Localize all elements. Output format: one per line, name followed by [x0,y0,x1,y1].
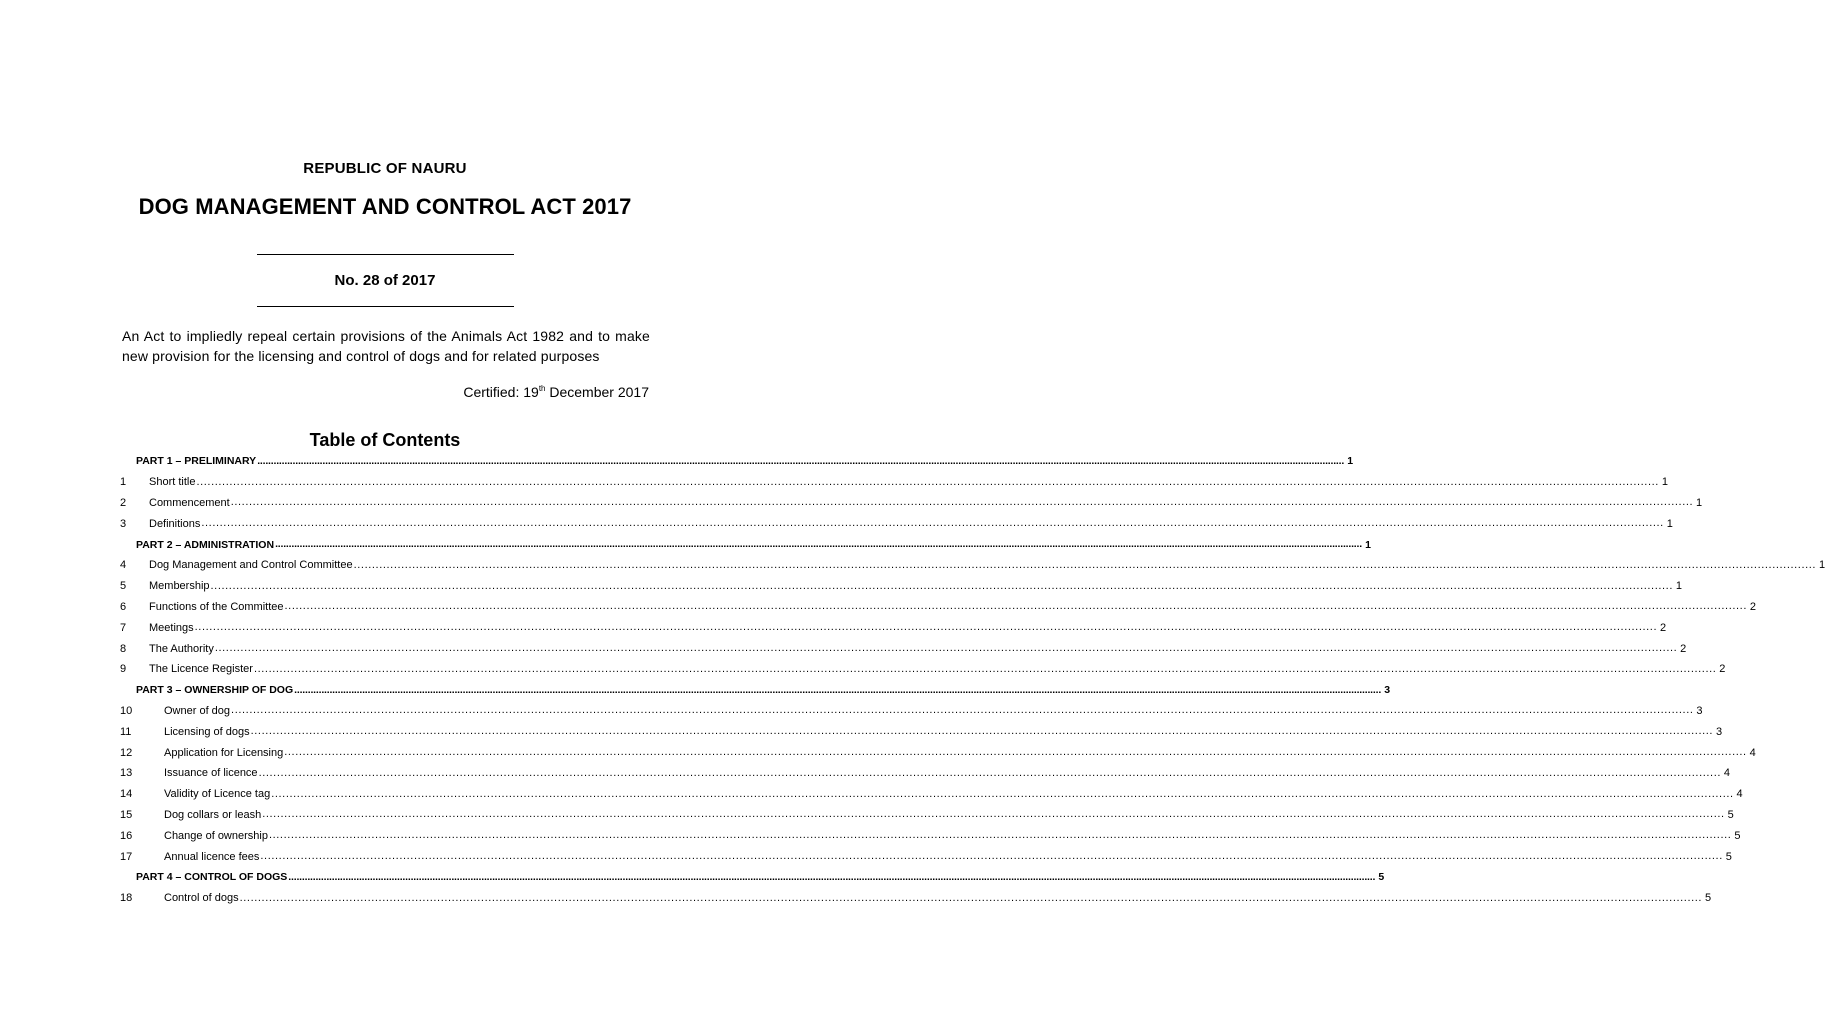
jurisdiction-heading: REPUBLIC OF NAURU [303,160,467,177]
toc-page-number: 1 [1661,476,1668,489]
toc-page-number: 1 [1675,580,1682,593]
toc-title: Table of Contents [309,430,461,450]
divider-bottom [257,306,514,307]
toc-page-number: 1 [1696,496,1703,509]
toc-entry-label: Dog Management and Control Committee [149,559,353,572]
toc-section-entry[interactable] [120,721,1723,742]
toc-entry-label: Commencement [149,496,230,509]
toc-page-number: 2 [1659,621,1667,634]
toc-entry-label: Definitions [149,517,201,530]
certified-suffix: December 2017 [545,384,649,400]
act-title: DOG MANAGEMENT AND CONTROL ACT 2017 [138,194,632,219]
toc-section-entry[interactable] [120,846,1732,867]
toc-dot-leader: ................................................................................................................................................................................................................................................................................................................................................................................................................ [231,704,1694,717]
toc-page-number: 2 [1749,600,1756,613]
toc-dot-leader: ................................................................................................................................................................................................................................................................................................................................................................................................................ [260,850,1723,863]
toc-entry-number: 16 [120,829,133,842]
toc-entry-number: 8 [120,642,127,655]
toc-section-entry[interactable] [120,888,1712,909]
toc-page-number: 2 [1719,663,1726,676]
toc-dot-leader: ................................................................................................................................................................................................................................................................................................................................................................................................................ [239,891,1703,904]
toc-page-number: 5 [1727,808,1734,821]
toc-section-entry[interactable] [120,513,1673,534]
toc-section-entry[interactable] [120,576,1682,597]
toc-entry-label: Meetings [149,621,194,634]
toc-page-number: 1 [1666,517,1673,530]
toc-dot-leader: ................................................................................................................................................................................................................................................................................................................................................................................................................ [288,871,1376,884]
toc-entry-number: 2 [120,496,127,509]
toc-section-entry[interactable] [120,597,1756,618]
toc-dot-leader: ................................................................................................................................................................................................................................................................................................................................................................................................................ [201,517,1664,530]
toc-dot-leader: ................................................................................................................................................................................................................................................................................................................................................................................................................ [257,455,1345,468]
toc-part-entry[interactable] [120,680,1391,701]
toc-dot-leader: ................................................................................................................................................................................................................................................................................................................................................................................................................ [353,558,1817,571]
toc-page-number: 1 [1365,538,1371,551]
toc-page-number: 2 [1680,642,1687,655]
toc-page-number: 3 [1715,725,1723,738]
certified-ordinal: th [538,384,546,393]
toc-entry-number: 11 [120,725,132,738]
toc-dot-leader: ................................................................................................................................................................................................................................................................................................................................................................................................................ [294,683,1382,696]
table-of-contents [120,451,1825,909]
long-title: An Act to impliedly repeal certain provisions of the Animals Act 1982 and to make new provision for the licensing and control of dogs and for related purposes [122,328,650,364]
toc-entry-number: 18 [120,892,133,905]
toc-dot-leader: ................................................................................................................................................................................................................................................................................................................................................................................................................ [194,621,1658,634]
toc-page-number: 5 [1378,871,1385,884]
toc-section-entry[interactable] [120,701,1703,722]
toc-page-number: 1 [1818,559,1825,572]
toc-dot-leader: ................................................................................................................................................................................................................................................................................................................................................................................................................ [284,600,1747,613]
toc-entry-number: 13 [120,767,133,780]
toc-section-entry[interactable] [120,784,1743,805]
toc-page-number: 4 [1749,746,1756,759]
toc-entry-label: Membership [149,580,210,593]
toc-page-number: 5 [1704,892,1712,905]
toc-entry-label: Control of dogs [164,892,239,905]
toc-section-entry[interactable] [120,763,1731,784]
toc-entry-number: 4 [120,559,127,572]
divider-top [257,254,514,255]
toc-section-entry[interactable] [120,472,1668,493]
toc-page-number: 3 [1384,684,1391,697]
toc-entry-number: 12 [120,746,133,759]
toc-section-entry[interactable] [120,825,1741,846]
toc-part-entry[interactable] [120,451,1354,472]
toc-dot-leader: ................................................................................................................................................................................................................................................................................................................................................................................................................ [284,746,1747,759]
toc-entry-label: PART 4 – CONTROL OF DOGS [136,871,288,884]
toc-entry-number: 3 [120,517,127,530]
toc-entry-label: The Authority [149,642,214,655]
toc-page-number: 5 [1734,829,1741,842]
toc-dot-leader: ................................................................................................................................................................................................................................................................................................................................................................................................................ [253,662,1717,675]
toc-part-entry[interactable] [120,534,1371,555]
toc-page-number: 3 [1696,704,1703,717]
toc-entry-number: 14 [120,788,133,801]
toc-entry-label: Change of ownership [164,829,268,842]
certified-date [463,384,649,400]
toc-entry-label: Short title [149,476,196,489]
toc-dot-leader: ................................................................................................................................................................................................................................................................................................................................................................................................................ [262,808,1725,821]
toc-entry-label: Validity of Licence tag [164,788,271,801]
toc-part-entry[interactable] [120,867,1385,888]
toc-entry-label: PART 2 – ADMINISTRATION [136,538,275,551]
toc-dot-leader: ................................................................................................................................................................................................................................................................................................................................................................................................................ [275,538,1362,551]
toc-dot-leader: ................................................................................................................................................................................................................................................................................................................................................................................................................ [230,496,1694,509]
toc-entry-number: 6 [120,600,127,613]
toc-page-number: 1 [1347,455,1354,468]
toc-entry-label: Owner of dog [164,704,231,717]
toc-entry-number: 17 [120,850,133,863]
toc-entry-number: 10 [120,704,133,717]
toc-entry-label: Application for Licensing [164,746,284,759]
toc-entry-label: Issuance of licence [164,767,258,780]
act-number: No. 28 of 2017 [334,272,436,289]
toc-entry-label: The Licence Register [149,663,253,676]
toc-page-number: 4 [1736,788,1743,801]
toc-entry-number: 5 [120,580,127,593]
toc-section-entry[interactable] [120,638,1687,659]
toc-dot-leader: ................................................................................................................................................................................................................................................................................................................................................................................................................ [210,579,1673,592]
certified-prefix: Certified: 19 [463,384,539,400]
toc-entry-label: Functions of the Committee [149,600,284,613]
toc-section-entry[interactable] [120,617,1667,638]
toc-entry-number: 15 [120,808,133,821]
toc-page-number: 4 [1723,767,1731,780]
toc-dot-leader: ................................................................................................................................................................................................................................................................................................................................................................................................................ [250,725,1714,738]
toc-section-entry[interactable] [120,742,1756,763]
toc-section-entry[interactable] [120,659,1726,680]
toc-dot-leader: ................................................................................................................................................................................................................................................................................................................................................................................................................ [214,642,1678,655]
toc-dot-leader: ................................................................................................................................................................................................................................................................................................................................................................................................................ [196,475,1659,488]
toc-page-number: 5 [1725,850,1732,863]
toc-entry-number: 7 [120,621,127,634]
toc-dot-leader: ................................................................................................................................................................................................................................................................................................................................................................................................................ [258,766,1722,779]
toc-entry-label: PART 3 – OWNERSHIP OF DOG [136,684,294,697]
toc-section-entry[interactable] [120,805,1734,826]
toc-entry-label: Dog collars or leash [164,808,262,821]
toc-entry-label: Licensing of dogs [164,725,250,738]
toc-entry-number: 1 [120,476,127,489]
toc-dot-leader: ................................................................................................................................................................................................................................................................................................................................................................................................................ [268,829,1732,842]
toc-dot-leader: ................................................................................................................................................................................................................................................................................................................................................................................................................ [271,787,1734,800]
toc-section-entry[interactable] [120,493,1703,514]
toc-entry-label: Annual licence fees [164,850,260,863]
toc-entry-number: 9 [120,663,127,676]
toc-section-entry[interactable] [120,555,1825,576]
toc-entry-label: PART 1 – PRELIMINARY [136,455,257,468]
